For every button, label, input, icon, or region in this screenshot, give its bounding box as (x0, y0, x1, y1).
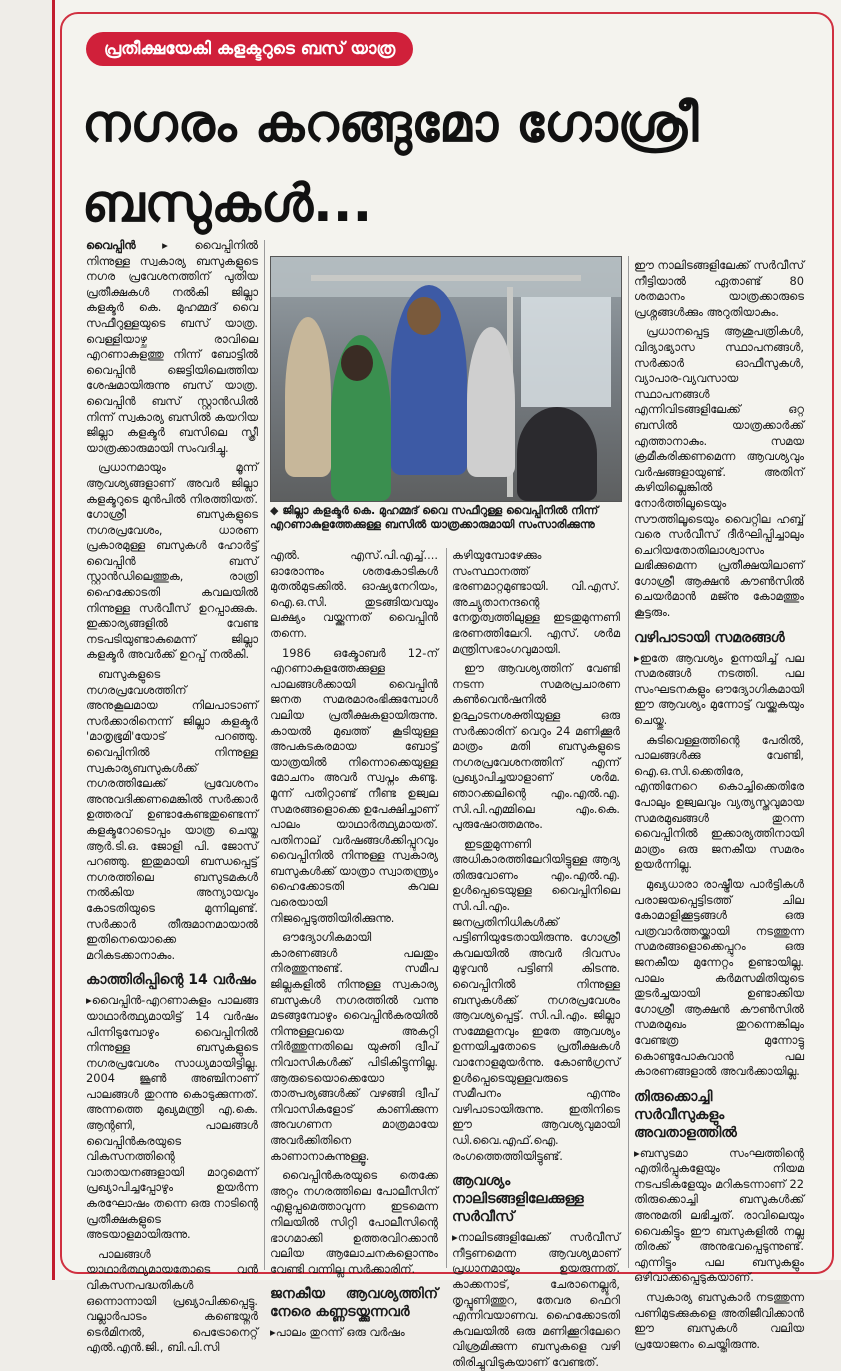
col2-paragraph-3: ഔദ്യോഗികമായി കാരണങ്ങൾ പലതും നിരത്തുന്നുണ്ട്. സമീപ ജില്ലകളിൽ നിന്നുള്ള സ്വകാര്യ ബസുകൾ നഗരത്തിൽ വന്നു മടങ്ങുമ്പോഴും വൈപ്പിൻകരയിൽ നിന്നുള്ളവയെ അകറ്റി നിർത്തുന്നതിലെ യുക്തി ദ്വീപ് നിവാസികൾക്ക് പിടികിട്ടുന്നില്ല. ആരുടെയൊക്കെയോ താത്പര്യങ്ങൾക്ക് വഴങ്ങി ദ്വീപ് നിവാസികളോട് കാണിക്കുന്ന അവഗണന മാത്രമായേ അവർക്കിതിനെ കാണാനാകുന്നുള്ളൂ. (270, 930, 438, 1163)
col4-subheading-2: തിരുക്കൊച്ചി സർവീസുകളും അവതാളത്തിൽ (634, 1088, 737, 1141)
col3-subheading: ആവശ്യം നാലിടങ്ങളിലേക്കുള്ള സർവീസ് (452, 1173, 584, 1226)
col3-paragraph-1: കഴിയുമ്പോഴേക്കും സംസ്ഥാനത്ത് ഭരണമാറ്റമുണ്ടായി. വി.എസ്. അച്യുതാനന്ദന്റെ നേതൃത്വത്തിലുള്ള ഇടതുമുന്നണി ഭരണത്തിലേറി. എസ്. ശർമ മന്ത്രിസഭാംഗവുമായി. (452, 548, 620, 656)
col4-paragraph-5: മുഖ്യധാരാ രാഷ്ട്രീയ പാർട്ടികൾ പരാജയപ്പെട്ടിടത്ത് ചില കോമാളിക്കൂട്ടങ്ങൾ ഒരു പത്രവാർത്തയ്ക്കായി നടത്തുന്ന സമരങ്ങളൊക്കെപ്പുറം ഒരു ജനകീയ മുന്നേറ്റം ഉണ്ടായില്ല. പാലം കർമസമിതിയുടെ തുടർച്ചയായി ഉണ്ടാക്കിയ ഗോശ്രീ ആക്ഷൻ കൗൺസിൽ സമരമുഖം തുറന്നെങ്കിലും വേണ്ടത്ര മുന്നോട്ടു കൊണ്ടുപോകുവാൻ പല കാരണങ്ങളാൽ അവർക്കായില്ല. (634, 876, 804, 1079)
col3-paragraph-3: ഇടതുമുന്നണി അധികാരത്തിലേറിയിട്ടുള്ള ആദ്യ തിരുവോണം എം.എൽ.എ. ഉൾപ്പെടെയുള്ള വൈപ്പിനിലെ സി.പി.എം. ജനപ്രതിനിധികൾക്ക് പട്ടിണിയുടേതായിരുന്നു. ഗോശ്രീ കവലയിൽ അവർ ദിവസം മുഴുവൻ പട്ടിണി കിടന്നു. വൈപ്പിനിൽ നിന്നുള്ള ബസുകൾക്ക് നഗരപ്രവേശം ആവശ്യപ്പെട്ട്. സി.പി.എം. ജില്ലാ സമ്മേളനവും ഇതേ ആവശ്യം ഉന്നയിച്ചതോടെ പ്രതീക്ഷകൾ വാനോളമുയർന്നു. കോൺഗ്രസ് ഉൾപ്പെടെയുള്ളവരുടെ സമീപനം എന്നും വഴിപാടായിരുന്നു. ഇതിനിടെ ഈ ആവശ്യവുമായി ഡി.വൈ.എഫ്.ഐ. രംഗത്തെത്തിയിട്ടുണ്ട്. (452, 836, 620, 1163)
column-divider-2 (446, 548, 447, 1268)
col2-text-5: പാലം തുറന്ന് ഒരു വർഷം (275, 1325, 405, 1340)
column-2 (270, 548, 438, 1340)
col2-paragraph-4: വൈപ്പിൻകരയുടെ തെക്കേ അറ്റം നഗരത്തിലെ പോലീസിന് എളുപ്പമെത്താവുന്ന ഇടമെന്ന നിലയിൽ സിറ്റി പോലീസിന്റെ ഭാഗമാക്കി ഉത്തരവിറക്കാൻ വലിയ ആലോചനകളൊന്നും വേണ്ടി വന്നില്ല സർക്കാരിന്. (270, 1168, 438, 1276)
col3-paragraph-4: ▸നാലിടങ്ങളിലേക്ക് സർവീസ് നീട്ടണമെന്ന ആവശ്യമാണ് പ്രധാനമായും ഉയരുന്നത്. കാക്കനാട്, ചേരാനെല്ലൂർ, തൃപ്പൂണിത്തുറ, തേവര ഫെറി എന്നിവയാണവ. ഹൈക്കോടതി കവലയിൽ ഒരു മണിക്കൂറിലേറെ വിശ്രമിക്കുന്ന ബസുകളെ വഴി തിരിച്ചുവിടുകയാണ് വേണ്ടത്. (452, 1230, 620, 1369)
col1-paragraph-5: പാലങ്ങൾ യാഥാർത്ഥ്യമായതോടെ വൻ വികസനപദ്ധതികൾ ഒന്നൊന്നായി പ്രഖ്യാപിക്കപ്പെട്ടു. വല്ലാർപാടം കണ്ടെയ്നർ ടെർമിനൽ, പെട്രോനെറ്റ് എൽ.എൻ.ജി., ബി.പി.സി (86, 1246, 258, 1355)
col4-subheading-1: വഴിപാടായി സമരങ്ങൾ (634, 629, 785, 646)
col4-paragraph-4: കുടിവെള്ളത്തിന്റെ പേരിൽ, പാലങ്ങൾക്കു വേണ്ടി, ഐ.ഒ.സി.ക്കെതിരേ, എന്തിനേറെ കൊച്ചിക്കെതിരേ പോലും ഉജ്വലവും വ്യത്യസ്തവുമായ സമരമുഖങ്ങൾ തുറന്ന വൈപ്പിനിൽ ഇക്കാര്യത്തിനായി മാത്രം ഒരു ജനകീയ സമരം ഉയർന്നില്ല. (634, 732, 804, 872)
col2-paragraph-1: എൽ. എസ്.പി.എച്ച്.... ഓരോന്നും ശതകോടികൾ മുതൽമുടക്കിൽ. ഓഷ്യനേറിയം, ഐ.ഒ.സി. തുടങ്ങിയവയും ലക്ഷ്യം വയ്ക്കുന്നത് വൈപ്പിൻ തന്നെ. (270, 548, 438, 640)
kicker-label: പ്രതീക്ഷയേകി കളക്ടറുടെ ബസ് യാത്ര (86, 32, 413, 66)
col3-paragraph-2: ഈ ആവശ്യത്തിന് വേണ്ടി നടന്ന സമരപ്രചാരണ കൺവെൻഷനിൽ ഉദ്ഘാടനശക്തിയുള്ള ഒരു സർക്കാരിന് വെറും 24 മണിക്കൂർ മാത്രം മതി ബസുകളുടെ നഗരപ്രവേശനത്തിന് എന്ന് പ്രഖ്യാപിച്ചയാളാണ് ശർമ. ഞാറക്കലിന്റെ എം.എൽ.എ. സി.പി.എമ്മിലെ എം.കെ. പുരുഷോത്തമനും. (452, 661, 620, 832)
col4-paragraph-3: ▸ഇതേ ആവശ്യം ഉന്നയിച്ച് പല സമരങ്ങൾ നടത്തി. പല സംഘടനകളും ഔദ്യോഗികമായി ഈ ആവശ്യം മുന്നോട്ട് വയ്ക്കുകയും ചെയ്തു. (634, 650, 804, 728)
col3-text-4: നാലിടങ്ങളിലേക്ക് സർവീസ് നീട്ടണമെന്ന ആവശ്യമാണ് പ്രധാനമായും ഉയരുന്നത്. കാക്കനാട്, ചേരാനെല്ലൂർ, തൃപ്പൂണിത്തുറ, തേവര ഫെറി എന്നിവയാണവ. ഹൈക്കോടതി കവലയിൽ ഒരു മണിക്കൂറിലേറെ വിശ്രമിക്കുന്ന ബസുകളെ വഴി തിരിച്ചുവിടുകയാണ് വേണ്ടത്. (452, 1230, 620, 1369)
photo-caption-text: ജില്ലാ കളക്ടർ കെ. മുഹമ്മദ് വൈ സഫീറുള്ള വൈപ്പിനിൽ നിന്ന് എറണാകുളത്തേക്കുള്ള ബസിൽ യാത്രക്കാരുമായി സംസാരിക്കുന്നു (270, 504, 599, 531)
column-3 (452, 548, 620, 1369)
bus-interior-photo (270, 256, 622, 502)
col4-paragraph-2: പ്രധാനപ്പെട്ട ആശുപത്രികൾ, വിദ്യാഭ്യാസ സ്ഥാപനങ്ങൾ, സർക്കാർ ഓഫീസുകൾ, വ്യാപാര-വ്യവസായ സ്ഥാപനങ്ങൾ എന്നിവിടങ്ങളിലേക്ക് ഒറ്റ ബസിൽ യാത്രക്കാർക്ക് എത്താനാകും. സമയ ക്രമീകരിക്കണമെന്ന ആവശ്യവും വർഷങ്ങളായുണ്ട്. അതിന് കഴിയില്ലെങ്കിൽ നോർത്തിലൂടെയും സൗത്തിലൂടെയും വൈറ്റില ഹബ്ബ് വരെ സർവീസ് ദീർഘിപ്പിച്ചാലും ചെറിയതോതിലാശ്വാസം ലഭിക്കുമെന്ന പ്രതീക്ഷയിലാണ് ഗോശ്രീ ആക്ഷൻ കൗൺസിൽ ചെയർമാൻ മജ്നു കോമത്തും കൂട്ടരും. (634, 324, 804, 620)
photo-caption (270, 504, 620, 532)
col4-paragraph-7: സ്വകാര്യ ബസുകാർ നടത്തുന്ന പണിമുടക്കുകളെ അതിജീവിക്കാൻ ഈ ബസുകൾ വലിയ പ്രയോജനം ചെയ്തിരുന്നു. (634, 1290, 804, 1351)
col1-paragraph-4: ▸വൈപ്പിൻ-എറണാകുളം പാലങ്ങ യാഥാർത്ഥ്യമായിട്ട് 14 വർഷം പിന്നിടുമ്പോഴും വൈപ്പിനിൽ നിന്നുള്ള ബസുകളുടെ നഗരപ്രവേശം സാധ്യമായിട്ടില്ല. 2004 ജൂൺ അഞ്ചിനാണ് പാലങ്ങൾ തുറന്നു കൊടുക്കുന്നത്. അന്നത്തെ മുഖ്യമന്ത്രി എ.കെ. ആന്റണി, പാലങ്ങൾ വൈപ്പിൻകരയുടെ വികസനത്തിന്റെ വാതായനങ്ങളായി മാറുമെന്ന് പ്രഖ്യാപിച്ചപ്പോഴും ഉയർന്ന കരഘോഷം തന്നെ ഒരു നാടിന്റെ പ്രതീക്ഷകളുടെ അടയാളമായിരുന്നു. (86, 993, 258, 1242)
col2-paragraph-5: ▸പാലം തുറന്ന് ഒരു വർഷം (270, 1325, 405, 1340)
col1-paragraph-3: ബസുകളുടെ നഗരപ്രവേശത്തിന് അനുകൂലമായ നിലപാടാണ് സർക്കാരിനെന്ന് ജില്ലാ കളക്ടർ 'മാതൃഭൂമി'യോട് പറഞ്ഞു. വൈപ്പിനിൽ നിന്നുള്ള സ്വകാര്യബസുകൾക്ക് നഗരത്തിലേക്ക് പ്രവേശനം അനുവദിക്കണമെങ്കിൽ സർക്കാർ ഉത്തരവ് ഉണ്ടാകേണ്ടതുണ്ടെന്ന് കളക്ടറോടൊപ്പം യാത്ര ചെയ്ത ആർ.ടി.ഒ. ജോളി പി. ജോസ് പറഞ്ഞു. ഇതുമായി ബന്ധപ്പെട്ട് നഗരത്തിലെ ബസുടമകൾ നൽകിയ അന്യായവും കോടതിയുടെ മുന്നിലുണ്ട്. സർക്കാർ തീരുമാനമായാൽ ഇതിനെയൊക്കെ മറികടക്കാനാകും. (86, 667, 258, 962)
column-divider-1 (264, 240, 265, 1270)
col1-text-4: വൈപ്പിൻ-എറണാകുളം പാലങ്ങ യാഥാർത്ഥ്യമായിട്ട് 14 വർഷം പിന്നിടുമ്പോഴും വൈപ്പിനിൽ നിന്നുള്ള ബസുകളുടെ നഗരപ്രവേശം സാധ്യമായിട്ടില്ല. 2004 ജൂൺ അഞ്ചിനാണ് പാലങ്ങൾ തുറന്നു കൊടുക്കുന്നത്. അന്നത്തെ മുഖ്യമന്ത്രി എ.കെ. ആന്റണി, പാലങ്ങൾ വൈപ്പിൻകരയുടെ വികസനത്തിന്റെ വാതായനങ്ങളായി മാറുമെന്ന് പ്രഖ്യാപിച്ചപ്പോഴും ഉയർന്ന കരഘോഷം തന്നെ ഒരു നാടിന്റെ പ്രതീക്ഷകളുടെ അടയാളമായിരുന്നു. (86, 993, 258, 1242)
headline-line-1: നഗരം കറങ്ങുമോ ഗോശ്രീ (82, 94, 699, 154)
col2-paragraph-2: 1986 ഒക്ടോബർ 12-ന് എറണാകുളത്തേക്കുള്ള പാലങ്ങൾക്കായി വൈപ്പിൻ ജനത സമരമാരംഭിക്കുമ്പോൾ വലിയ പ്രതീക്ഷകളായിരുന്നു. കായൽ മുഖത്ത് കൂടിയുള്ള അപകടകരമായ ബോട്ട് യാത്രയിൽ നിന്നൊക്കെയുള്ള മോചനം അവർ സ്വപ്നം കണ്ടു. മൂന്ന് പതിറ്റാണ്ട് നീണ്ട ഉജ്വല സമരങ്ങളൊക്കെ ഉപേക്ഷിച്ചാണ് പാലം യാഥാർത്ഥ്യമായത്. പതിനാല് വർഷങ്ങൾക്കിപ്പുറവും വൈപ്പിനിൽ നിന്നുള്ള സ്വകാര്യ ബസുകൾക്ക് യാത്രാ സ്വാതന്ത്ര്യം ഹൈക്കോടതി കവല വരെയായി നിജപ്പെടുത്തിയിരിക്കുന്നു. (270, 645, 438, 925)
col1-paragraph-2: പ്രധാനമായും മൂന്ന് ആവശ്യങ്ങളാണ് അവർ ജില്ലാ കളക്ടറുടെ മുൻപിൽ നിരത്തിയത്. ഗോശ്രീ ബസുകളുടെ നഗരപ്രവേശം, ധാരണ പ്രകാരമുള്ള ബസുകൾ ഹോർട്ട് വൈപ്പിൻ ബസ് സ്റ്റാൻഡിലെത്തുക, രാത്രി ഹൈക്കോടതി കവലയിൽ നിന്നുള്ള സർവീസ് ഉറപ്പാക്കുക. ഇക്കാര്യങ്ങളിൽ വേണ്ട നടപടിയുണ്ടാകുമെന്ന് ജില്ലാ കളക്ടർ അവർക്ക് ഉറപ്പ് നൽകി. (86, 460, 258, 662)
col1-subheading: കാത്തിരിപ്പിന്റെ 14 വർഷം (86, 972, 256, 989)
dateline: വൈപ്പിൻ (86, 238, 136, 252)
column-4 (634, 258, 804, 1351)
col4-text-3: ഇതേ ആവശ്യം ഉന്നയിച്ച് പല സമരങ്ങൾ നടത്തി. പല സംഘടനകളും ഔദ്യോഗികമായി ഈ ആവശ്യം മുന്നോട്ട് വയ്ക്കുകയും ചെയ്തു. (634, 650, 804, 728)
col4-paragraph-6: ▸ബസുടമാ സംഘത്തിന്റെ എതിർപ്പുകളേയും നിയമ നടപടികളേയും മറികടന്നാണ് 22 തിരുക്കൊച്ചി ബസുകൾക്ക് അനുമതി ലഭിച്ചത്. രാവിലെയും വൈകിട്ടും ഈ ബസുകളിൽ നല്ല തിരക്ക് അനുഭവപ്പെടുന്നുണ്ട്. എന്നിട്ടും പല ബസുകളും ഒഴിവാക്കപ്പെടുകയാണ്. (634, 1145, 804, 1285)
col4-paragraph-1: ഈ നാലിടങ്ങളിലേക്ക് സർവീസ് നീട്ടിയാൽ ഏതാണ്ട് 80 ശതമാനം യാത്രക്കാരുടെ പ്രശ്നങ്ങൾക്കും അറുതിയാകും. (634, 258, 804, 319)
column-divider-3 (628, 256, 629, 1268)
headline-line-2: ബസുകൾ... (82, 174, 373, 234)
col1-text-1: വൈപ്പിനിൽ നിന്നുള്ള സ്വകാര്യ ബസുകളുടെ നഗര പ്രവേശനത്തിന് പുതിയ പ്രതീക്ഷകൾ നൽകി ജില്ലാ കളക്ടർ കെ. മുഹമ്മദ് വൈ സഫീറുള്ളയുടെ ബസ് യാത്ര. വെള്ളിയാഴ്ച രാവിലെ എറണാകുളത്തു നിന്ന് ബോട്ടിൽ വൈപ്പിൻ ജെട്ടിയിലെത്തിയ ശേഷമായിരുന്നു ബസ് യാത്ര. വൈപ്പിൻ ബസ് സ്റ്റാൻഡിൽ നിന്ന് സ്വകാര്യ ബസിൽ കയറിയ ജില്ലാ കളക്ടർ ബസിലെ സ്ത്രീ യാത്രക്കാരുമായി സംവദിച്ചു. (86, 238, 258, 455)
col2-subheading: ജനകീയ ആവശ്യത്തിന് നേരെ കണ്ണടയ്ക്കുന്നവർ (270, 1286, 438, 1321)
caption-bullet-icon: ◆ (270, 504, 279, 517)
col4-text-6: ബസുടമാ സംഘത്തിന്റെ എതിർപ്പുകളേയും നിയമ നടപടികളേയും മറികടന്നാണ് 22 തിരുക്കൊച്ചി ബസുകൾക്ക് അനുമതി ലഭിച്ചത്. രാവിലെയും വൈകിട്ടും ഈ ബസുകളിൽ നല്ല തിരക്ക് അനുഭവപ്പെടുന്നുണ്ട്. എന്നിട്ടും പല ബസുകളും ഒഴിവാക്കപ്പെടുകയാണ്. (634, 1145, 804, 1285)
col1-paragraph-1: വൈപ്പിൻ ▸ വൈപ്പിനിൽ നിന്നുള്ള സ്വകാര്യ ബസുകളുടെ നഗര പ്രവേശനത്തിന് പുതിയ പ്രതീക്ഷകൾ നൽകി ജില്ലാ കളക്ടർ കെ. മുഹമ്മദ് വൈ സഫീറുള്ളയുടെ ബസ് യാത്ര. വെള്ളിയാഴ്ച രാവിലെ എറണാകുളത്തു നിന്ന് ബോട്ടിൽ വൈപ്പിൻ ജെട്ടിയിലെത്തിയ ശേഷമായിരുന്നു ബസ് യാത്ര. വൈപ്പിൻ ബസ് സ്റ്റാൻഡിൽ നിന്ന് സ്വകാര്യ ബസിൽ കയറിയ ജില്ലാ കളക്ടർ ബസിലെ സ്ത്രീ യാത്രക്കാരുമായി സംവദിച്ചു. (86, 238, 258, 455)
column-1 (86, 238, 258, 1355)
